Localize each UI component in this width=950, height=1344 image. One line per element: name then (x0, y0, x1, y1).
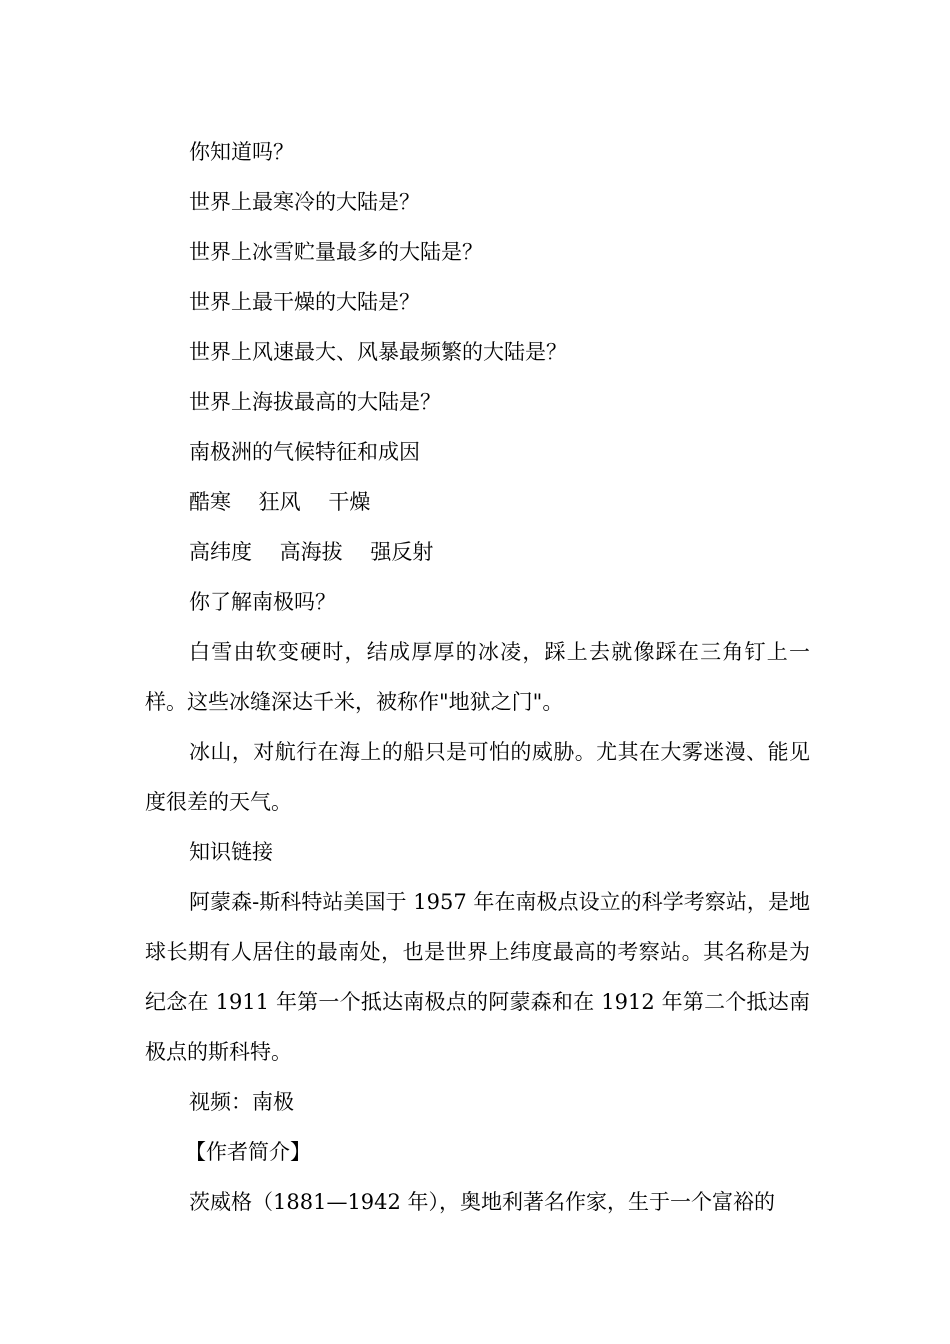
document-body (145, 127, 810, 1227)
paragraph-iceberg: 冰山，对航行在海上的船只是可怕的威胁。尤其在大雾迷漫、能见度很差的天气。 (145, 740, 810, 814)
paragraph-ice-crust: 白雪由软变硬时，结成厚厚的冰凌，踩上去就像踩在三角钉上一样。这些冰缝深达千米，被称作"地狱之门"。 (145, 640, 810, 714)
question-driest: 世界上最干燥的大陆是？ (189, 290, 420, 314)
paragraph-author: 茨威格（1881—1942 年），奥地利著名作家，生于一个富裕的 (189, 1190, 776, 1214)
know-antarctica-question: 你了解南极吗？ (189, 590, 336, 614)
knowledge-link-heading: 知识链接 (189, 840, 273, 864)
paragraph-station: 阿蒙森-斯科特站美国于 1957 年在南极点设立的科学考察站，是地球长期有人居住的最南处，也是世界上纬度最高的考察站。其名称是为纪念在 1911 年第一个抵达南极点的阿蒙森和在 1912 年第二个抵达南极点的斯科特。 (145, 890, 810, 1064)
question-windiest: 世界上风速最大、风暴最频繁的大陆是？ (189, 340, 567, 364)
question-highest: 世界上海拔最高的大陆是？ (189, 390, 441, 414)
questions-intro: 你知道吗？ (189, 140, 294, 164)
question-coldest: 世界上最寒冷的大陆是？ (189, 190, 420, 214)
author-heading: 【作者简介】 (185, 1140, 311, 1164)
climate-causes: 高纬度 高海拔 强反射 (189, 540, 434, 564)
climate-heading: 南极洲的气候特征和成因 (189, 440, 420, 464)
question-ice-storage: 世界上冰雪贮量最多的大陆是？ (189, 240, 483, 264)
climate-features: 酷寒 狂风 干燥 (189, 490, 371, 514)
video-label: 视频：南极 (189, 1090, 294, 1114)
